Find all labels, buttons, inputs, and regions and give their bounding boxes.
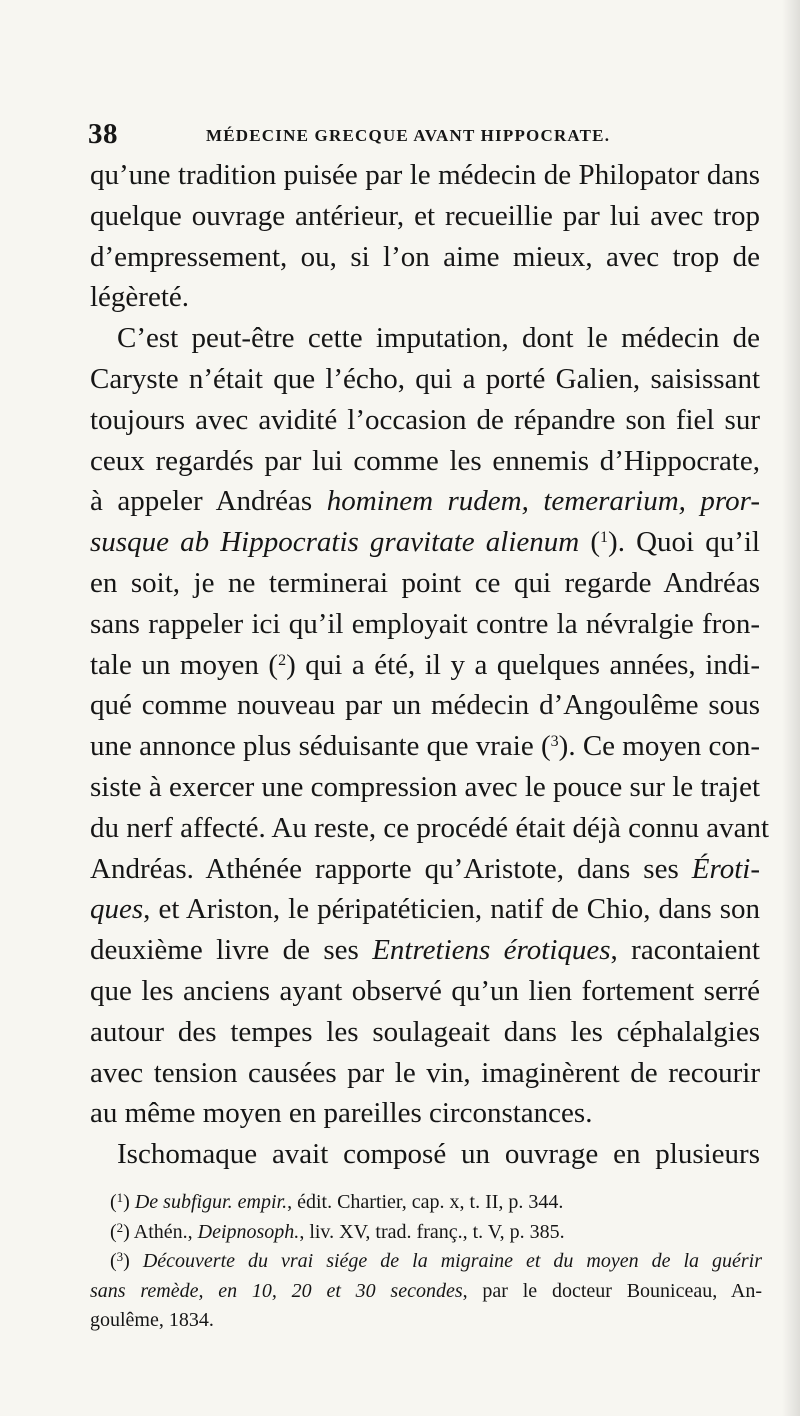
text-line: qu’une tradition puisée par le médecin de Philopator dans xyxy=(90,159,760,191)
text-line: d’empressement, ou, si l’on aime mieux, avec trop de xyxy=(90,240,760,273)
footnote-marker: ($^3$) xyxy=(110,1249,130,1272)
footnote-title: Découverte du vrai siége de la migraine et du moyen de la guérir xyxy=(142,1250,762,1272)
footnote-text: goulême, 1834. xyxy=(90,1309,214,1331)
page-number: 38 xyxy=(88,118,118,150)
footnote-ref: ($^3$) xyxy=(540,730,569,763)
footnote-text: , par le docteur Bouniceau, An- xyxy=(462,1279,762,1302)
text-line xyxy=(90,726,760,767)
footnote-ref: ($^2$) xyxy=(268,648,296,681)
text-line xyxy=(90,481,760,522)
line-text: une annonce plus séduisante que vraie xyxy=(90,730,541,763)
text-line: toujours avec avidité l’occasion de répandre son fiel sur xyxy=(90,403,760,436)
latin-quote: hominem rudem, temerarium, pror- xyxy=(326,485,760,518)
italic-title: Éroti- xyxy=(691,852,760,885)
paragraph-start-line: Ischomaque avait composé un ouvrage en plusieurs xyxy=(117,1138,760,1171)
text-line: autour des tempes les soulageait dans les céphalalgies xyxy=(90,1015,760,1048)
text-line xyxy=(90,889,760,930)
running-head: MÉDECINE GRECQUE AVANT HIPPOCRATE. xyxy=(206,126,611,145)
line-text: deuxième livre de ses xyxy=(90,934,373,967)
text-line: que les anciens ayant observé qu’un lien fortement serré xyxy=(90,974,760,1007)
paragraph-start-line: C’est peut-être cette imputation, dont le médecin de xyxy=(117,322,760,355)
footnote-text: , liv. XV, trad. franç., t. V, p. 385. xyxy=(299,1220,565,1243)
footnote-title: sans remède, en 10, 20 et 30 secondes xyxy=(90,1279,463,1302)
line-text: , et Ariston, le péripatéticien, natif de Chio, dans son xyxy=(143,893,760,926)
footnote-1 xyxy=(110,1188,762,1218)
line-text: tale un moyen xyxy=(90,648,269,681)
text-line xyxy=(90,930,760,971)
italic-title: Entretiens érotiques xyxy=(372,934,611,967)
text-line: qué comme nouveau par un médecin d’Angoulême sous xyxy=(90,689,760,722)
italic-title: ques xyxy=(90,893,144,926)
footnote-text: , édit. Chartier, cap. x, t. II, p. 344. xyxy=(287,1191,564,1213)
text-line: sans rappeler ici qu’il employait contre la névralgie fron- xyxy=(90,607,760,640)
text-line: Caryste n’était que l’écho, qui a porté Galien, saisissant xyxy=(90,362,760,395)
text-line: au même moyen en pareilles circonstances. xyxy=(90,1097,593,1130)
line-text: Andréas. Athénée rapporte qu’Aristote, dans ses xyxy=(90,852,692,885)
text-line: avec tension causées par le vin, imaginèrent de recourir xyxy=(90,1056,760,1089)
footnote-3-continued xyxy=(90,1306,762,1336)
page-edge-shadow xyxy=(782,0,800,1416)
line-text: à appeler Andréas xyxy=(90,485,327,518)
line-text: . Ce moyen con- xyxy=(568,730,761,763)
text-line xyxy=(90,522,760,563)
footnote-marker: ($^1$) xyxy=(110,1190,130,1213)
footnote-3 xyxy=(110,1247,762,1277)
footnote-title: De subfigur. empir. xyxy=(134,1191,288,1213)
line-text: , racontaient xyxy=(610,934,760,967)
latin-quote: susque ab Hippocratis gravitate alienum xyxy=(90,526,580,559)
text-line: légèreté. xyxy=(90,281,190,314)
text-line: ceux regardés par lui comme les ennemis d’Hippocrate, xyxy=(90,444,760,477)
line-text: . Quoi qu’il xyxy=(617,526,760,559)
line-text: qui a été, il y a quelques années, indi- xyxy=(295,648,760,681)
footnote-2 xyxy=(110,1218,762,1248)
text-line: siste à exercer une compression avec le pouce sur le trajet xyxy=(90,770,760,803)
text-line xyxy=(90,849,760,890)
body-text xyxy=(90,155,770,1175)
page-header xyxy=(88,118,768,154)
footnotes xyxy=(90,1188,762,1336)
text-line: du nerf affecté. Au reste, ce procédé était déjà connu avant xyxy=(90,811,770,844)
text-line xyxy=(90,645,760,686)
footnote-title: Deipnosoph. xyxy=(197,1220,300,1243)
text-line: en soit, je ne terminerai point ce qui regarde Andréas xyxy=(90,566,760,599)
footnote-marker: ($^2$) xyxy=(110,1219,130,1243)
text-line: quelque ouvrage antérieur, et recueillie par lui avec trop xyxy=(90,199,760,232)
footnote-text: Athén., xyxy=(133,1220,198,1243)
footnote-ref: ($^1$) xyxy=(590,526,618,559)
footnote-3-continued xyxy=(90,1277,762,1307)
